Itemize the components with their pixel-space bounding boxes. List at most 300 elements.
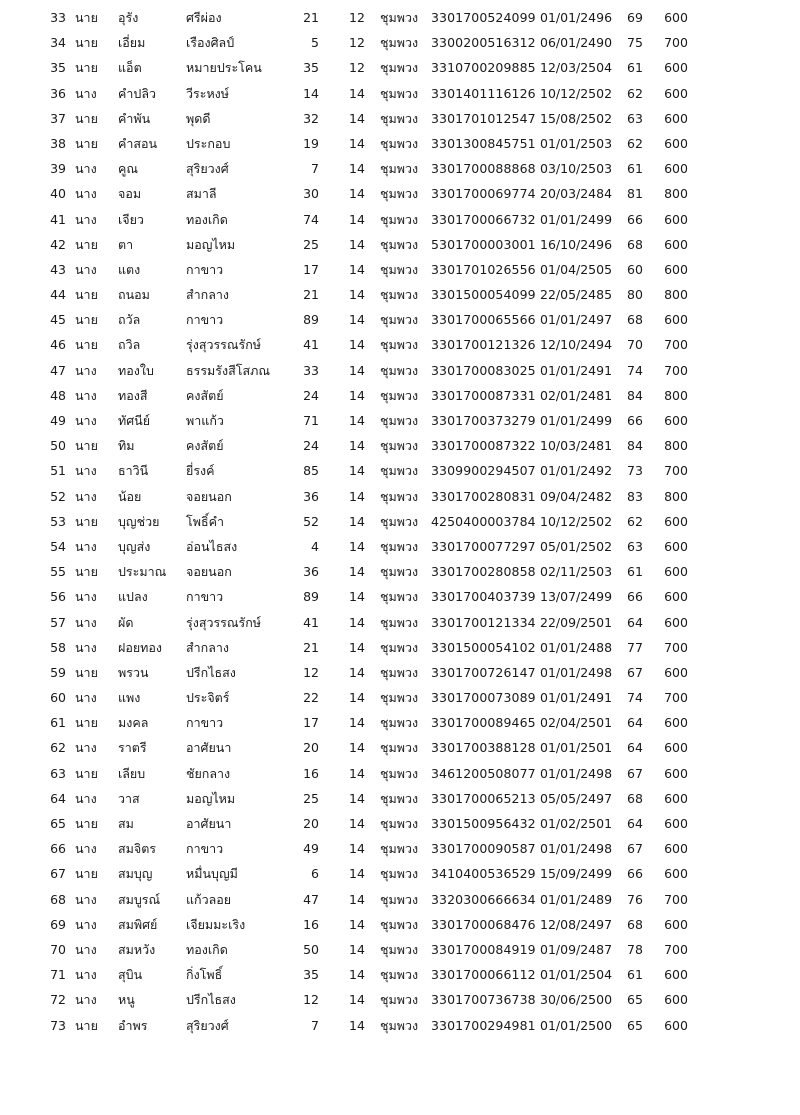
first-name: ถวัล (118, 312, 141, 328)
allowance-amount: 600 (664, 614, 688, 630)
title-prefix: นาย (75, 110, 98, 126)
table-row (0, 458, 800, 483)
last-name: จอยนอก (186, 488, 232, 504)
title-prefix: นาง (75, 740, 97, 756)
birth-date: 05/05/2497 (540, 790, 613, 806)
moo-number: 14 (349, 992, 365, 1008)
title-prefix: นาง (75, 967, 97, 983)
citizen-id: 3301700087331 (431, 387, 536, 403)
table-row (0, 912, 800, 937)
row-number: 69 (50, 916, 66, 932)
village-name: ชุมพวง (380, 841, 419, 857)
row-number: 63 (50, 765, 66, 781)
birth-date: 01/09/2487 (540, 941, 613, 957)
village-name: ชุมพวง (380, 110, 419, 126)
house-number: 16 (303, 916, 319, 932)
last-name: กาขาว (186, 841, 224, 857)
age: 73 (627, 463, 643, 479)
village-name: ชุมพวง (380, 589, 419, 605)
moo-number: 12 (349, 35, 365, 51)
birth-date: 01/01/2498 (540, 841, 613, 857)
last-name: กาขาว (186, 312, 224, 328)
age: 65 (627, 992, 643, 1008)
birth-date: 01/01/2499 (540, 413, 613, 428)
title-prefix: นาง (75, 161, 97, 177)
first-name: คำพัน (118, 110, 151, 126)
table-row (0, 5, 800, 30)
allowance-amount: 800 (664, 488, 688, 504)
title-prefix: นาง (75, 841, 97, 857)
house-number: 36 (303, 564, 319, 580)
table-row (0, 735, 800, 760)
house-number: 4 (311, 538, 319, 554)
first-name: ทองสี (118, 387, 148, 403)
age: 66 (627, 413, 643, 428)
citizen-id: 3301700065213 (431, 790, 536, 806)
house-number: 49 (303, 841, 319, 857)
moo-number: 14 (349, 816, 365, 831)
age: 61 (627, 967, 643, 983)
last-name: ประจิตร์ (186, 690, 230, 706)
table-row (0, 610, 800, 635)
house-number: 89 (303, 589, 319, 605)
citizen-id: 3301700066732 (431, 211, 536, 227)
moo-number: 14 (349, 790, 365, 806)
allowance-amount: 800 (664, 287, 688, 303)
village-name: ชุมพวง (380, 85, 419, 101)
row-number: 53 (50, 513, 66, 529)
title-prefix: นาย (75, 513, 98, 529)
birth-date: 01/01/2497 (540, 312, 613, 328)
house-number: 7 (311, 1017, 319, 1033)
age: 62 (627, 85, 643, 101)
citizen-id: 3461200508077 (431, 765, 536, 781)
row-number: 40 (50, 186, 66, 202)
age: 76 (627, 891, 643, 907)
last-name: จอยนอก (186, 564, 232, 580)
citizen-id: 3301700294981 (431, 1017, 536, 1033)
first-name: สมพิศย์ (118, 916, 158, 932)
last-name: กิ่งโพธิ์ (186, 967, 223, 983)
last-name: ยี่รงค์ (186, 463, 215, 479)
title-prefix: นาง (75, 413, 97, 428)
birth-date: 10/12/2502 (540, 85, 613, 101)
allowance-amount: 600 (664, 589, 688, 605)
village-name: ชุมพวง (380, 261, 419, 277)
age: 61 (627, 60, 643, 76)
citizen-id: 3301700083025 (431, 362, 536, 378)
house-number: 32 (303, 110, 319, 126)
village-name: ชุมพวง (380, 866, 419, 882)
last-name: มอญไหม (186, 790, 236, 806)
citizen-id: 3301700524099 (431, 10, 536, 25)
house-number: 35 (303, 967, 319, 983)
moo-number: 14 (349, 765, 365, 781)
village-name: ชุมพวง (380, 765, 419, 781)
village-name: ชุมพวง (380, 740, 419, 756)
last-name: วีระหงษ์ (186, 85, 230, 101)
moo-number: 14 (349, 841, 365, 857)
last-name: ปรีกไธสง (186, 664, 236, 680)
title-prefix: นาง (75, 362, 97, 378)
last-name: อาศัยนา (186, 816, 232, 831)
birth-date: 12/08/2497 (540, 916, 613, 932)
birth-date: 09/04/2482 (540, 488, 613, 504)
birth-date: 02/11/2503 (540, 564, 613, 580)
age: 68 (627, 916, 643, 932)
last-name: ทองเกิด (186, 941, 228, 957)
title-prefix: นาย (75, 236, 98, 252)
age: 75 (627, 35, 643, 51)
table-row (0, 559, 800, 584)
table-row (0, 811, 800, 836)
village-name: ชุมพวง (380, 236, 419, 252)
house-number: 5 (311, 35, 319, 51)
village-name: ชุมพวง (380, 135, 419, 151)
row-number: 38 (50, 135, 66, 151)
house-number: 41 (303, 614, 319, 630)
citizen-id: 3301500054102 (431, 639, 536, 655)
village-name: ชุมพวง (380, 186, 419, 202)
row-number: 70 (50, 941, 66, 957)
citizen-id: 3301700403739 (431, 589, 536, 605)
village-name: ชุมพวง (380, 916, 419, 932)
title-prefix: นาย (75, 715, 98, 731)
last-name: คงสัตย์ (186, 438, 224, 454)
row-number: 73 (50, 1017, 66, 1033)
birth-date: 15/08/2502 (540, 110, 613, 126)
first-name: สมจิตร (118, 841, 157, 857)
first-name: บุญช่วย (118, 513, 160, 529)
allowance-amount: 600 (664, 10, 688, 25)
age: 65 (627, 1017, 643, 1033)
age: 84 (627, 438, 643, 454)
house-number: 50 (303, 941, 319, 957)
birth-date: 01/01/2498 (540, 664, 613, 680)
village-name: ชุมพวง (380, 362, 419, 378)
village-name: ชุมพวง (380, 312, 419, 328)
table-row (0, 106, 800, 131)
birth-date: 01/02/2501 (540, 816, 613, 831)
first-name: เอี่ยม (118, 35, 146, 51)
allowance-amount: 700 (664, 337, 688, 353)
row-number: 36 (50, 85, 66, 101)
row-number: 59 (50, 664, 66, 680)
moo-number: 14 (349, 261, 365, 277)
village-name: ชุมพวง (380, 690, 419, 706)
last-name: กาขาว (186, 589, 224, 605)
first-name: แตง (118, 261, 141, 277)
age: 70 (627, 337, 643, 353)
title-prefix: นาย (75, 287, 98, 303)
allowance-amount: 800 (664, 186, 688, 202)
table-row (0, 156, 800, 181)
village-name: ชุมพวง (380, 564, 419, 580)
village-name: ชุมพวง (380, 639, 419, 655)
table-row (0, 358, 800, 383)
village-name: ชุมพวง (380, 664, 419, 680)
first-name: จอม (118, 186, 142, 202)
citizen-id: 3301700090587 (431, 841, 536, 857)
row-number: 61 (50, 715, 66, 731)
row-number: 37 (50, 110, 66, 126)
moo-number: 14 (349, 211, 365, 227)
birth-date: 01/01/2491 (540, 690, 613, 706)
table-row (0, 710, 800, 735)
last-name: ศรีผ่อง (186, 10, 222, 25)
age: 84 (627, 387, 643, 403)
first-name: แปลง (118, 589, 148, 605)
village-name: ชุมพวง (380, 287, 419, 303)
birth-date: 05/01/2502 (540, 538, 613, 554)
allowance-amount: 600 (664, 236, 688, 252)
birth-date: 01/01/2489 (540, 891, 613, 907)
last-name: พาแก้ว (186, 413, 224, 428)
village-name: ชุมพวง (380, 413, 419, 428)
birth-date: 01/04/2505 (540, 261, 613, 277)
table-row (0, 383, 800, 408)
house-number: 52 (303, 513, 319, 529)
last-name: รุ่งสุวรรณรักษ์ (186, 337, 262, 353)
first-name: สุบิน (118, 967, 143, 983)
moo-number: 14 (349, 1017, 365, 1033)
title-prefix: นาง (75, 992, 97, 1008)
moo-number: 14 (349, 413, 365, 428)
row-number: 42 (50, 236, 66, 252)
title-prefix: นาย (75, 337, 98, 353)
birth-date: 01/01/2501 (540, 740, 613, 756)
village-name: ชุมพวง (380, 941, 419, 957)
age: 67 (627, 664, 643, 680)
row-number: 49 (50, 413, 66, 428)
title-prefix: นาย (75, 816, 98, 831)
last-name: กาขาว (186, 261, 224, 277)
house-number: 14 (303, 85, 319, 101)
row-number: 33 (50, 10, 66, 25)
birth-date: 10/12/2502 (540, 513, 613, 529)
moo-number: 14 (349, 916, 365, 932)
birth-date: 01/01/2492 (540, 463, 613, 479)
row-number: 60 (50, 690, 66, 706)
village-name: ชุมพวง (380, 816, 419, 831)
elderly-allowance-table (0, 5, 800, 1038)
house-number: 19 (303, 135, 319, 151)
village-name: ชุมพวง (380, 614, 419, 630)
last-name: พุดดี (186, 110, 211, 126)
row-number: 35 (50, 60, 66, 76)
moo-number: 14 (349, 135, 365, 151)
last-name: อ่อนไธสง (186, 538, 238, 554)
table-row (0, 887, 800, 912)
age: 67 (627, 841, 643, 857)
birth-date: 30/06/2500 (540, 992, 613, 1008)
table-row (0, 282, 800, 307)
allowance-amount: 700 (664, 690, 688, 706)
allowance-amount: 600 (664, 740, 688, 756)
title-prefix: นาง (75, 186, 97, 202)
last-name: ธรรมรังสีโสภณ (186, 362, 270, 378)
title-prefix: นาง (75, 639, 97, 655)
citizen-id: 3301300845751 (431, 135, 536, 151)
house-number: 21 (303, 287, 319, 303)
village-name: ชุมพวง (380, 967, 419, 983)
house-number: 16 (303, 765, 319, 781)
age: 61 (627, 161, 643, 177)
first-name: คูณ (118, 161, 138, 177)
house-number: 89 (303, 312, 319, 328)
first-name: สมบุญ (118, 866, 153, 882)
allowance-amount: 600 (664, 1017, 688, 1033)
row-number: 56 (50, 589, 66, 605)
first-name: ผัด (118, 614, 134, 630)
village-name: ชุมพวง (380, 463, 419, 479)
first-name: แอ็ต (118, 60, 142, 76)
first-name: สมบูรณ์ (118, 891, 161, 907)
house-number: 7 (311, 161, 319, 177)
village-name: ชุมพวง (380, 891, 419, 907)
row-number: 43 (50, 261, 66, 277)
house-number: 74 (303, 211, 319, 227)
last-name: ทองเกิด (186, 211, 228, 227)
village-name: ชุมพวง (380, 60, 419, 76)
first-name: คำปลิว (118, 85, 156, 101)
first-name: เจียว (118, 211, 144, 227)
allowance-amount: 600 (664, 715, 688, 731)
birth-date: 01/01/2498 (540, 765, 613, 781)
citizen-id: 3301700280858 (431, 564, 536, 580)
age: 68 (627, 790, 643, 806)
citizen-id: 3301700066112 (431, 967, 536, 983)
table-row (0, 685, 800, 710)
moo-number: 14 (349, 740, 365, 756)
age: 83 (627, 488, 643, 504)
first-name: สม (118, 816, 134, 831)
allowance-amount: 600 (664, 85, 688, 101)
age: 67 (627, 765, 643, 781)
title-prefix: นาง (75, 690, 97, 706)
table-row (0, 55, 800, 80)
allowance-amount: 600 (664, 916, 688, 932)
row-number: 64 (50, 790, 66, 806)
row-number: 44 (50, 287, 66, 303)
moo-number: 12 (349, 60, 365, 76)
table-row (0, 534, 800, 559)
last-name: ประกอบ (186, 135, 231, 151)
citizen-id: 3301700089465 (431, 715, 536, 731)
moo-number: 14 (349, 589, 365, 605)
citizen-id: 3410400536529 (431, 866, 536, 882)
last-name: กาขาว (186, 715, 224, 731)
row-number: 48 (50, 387, 66, 403)
row-number: 47 (50, 362, 66, 378)
citizen-id: 3301700726147 (431, 664, 536, 680)
table-row (0, 1013, 800, 1038)
last-name: โพธิ์คำ (186, 513, 224, 529)
birth-date: 03/10/2503 (540, 161, 613, 177)
moo-number: 14 (349, 513, 365, 529)
age: 74 (627, 690, 643, 706)
title-prefix: นาย (75, 866, 98, 882)
village-name: ชุมพวง (380, 790, 419, 806)
house-number: 17 (303, 715, 319, 731)
age: 78 (627, 941, 643, 957)
house-number: 47 (303, 891, 319, 907)
house-number: 41 (303, 337, 319, 353)
citizen-id: 3301700736738 (431, 992, 536, 1008)
moo-number: 14 (349, 967, 365, 983)
moo-number: 14 (349, 387, 365, 403)
moo-number: 14 (349, 538, 365, 554)
first-name: อำพร (118, 1017, 148, 1033)
citizen-id: 3301500956432 (431, 816, 536, 831)
citizen-id: 3301700069774 (431, 186, 536, 202)
table-row (0, 962, 800, 987)
title-prefix: นาย (75, 312, 98, 328)
moo-number: 14 (349, 488, 365, 504)
title-prefix: นาย (75, 135, 98, 151)
last-name: ปรีกไธสง (186, 992, 236, 1008)
allowance-amount: 600 (664, 60, 688, 76)
house-number: 25 (303, 790, 319, 806)
village-name: ชุมพวง (380, 992, 419, 1008)
row-number: 55 (50, 564, 66, 580)
row-number: 66 (50, 841, 66, 857)
first-name: เลียบ (118, 765, 146, 781)
citizen-id: 3300200516312 (431, 35, 536, 51)
birth-date: 01/01/2491 (540, 362, 613, 378)
row-number: 62 (50, 740, 66, 756)
house-number: 25 (303, 236, 319, 252)
table-row (0, 433, 800, 458)
title-prefix: นาง (75, 941, 97, 957)
moo-number: 14 (349, 664, 365, 680)
last-name: สุริยวงศ์ (186, 161, 229, 177)
title-prefix: นาย (75, 60, 98, 76)
table-row (0, 836, 800, 861)
allowance-amount: 700 (664, 891, 688, 907)
last-name: ชัยกลาง (186, 765, 231, 781)
last-name: แก้วลอย (186, 891, 232, 907)
moo-number: 14 (349, 85, 365, 101)
citizen-id: 3301700073089 (431, 690, 536, 706)
table-row (0, 987, 800, 1012)
row-number: 52 (50, 488, 66, 504)
allowance-amount: 700 (664, 941, 688, 957)
citizen-id: 3301700121334 (431, 614, 536, 630)
allowance-amount: 600 (664, 211, 688, 227)
birth-date: 02/01/2481 (540, 387, 613, 403)
allowance-amount: 600 (664, 866, 688, 882)
row-number: 34 (50, 35, 66, 51)
house-number: 6 (311, 866, 319, 882)
first-name: วาส (118, 790, 140, 806)
last-name: สำกลาง (186, 639, 229, 655)
allowance-amount: 700 (664, 639, 688, 655)
house-number: 33 (303, 362, 319, 378)
house-number: 22 (303, 690, 319, 706)
title-prefix: นาง (75, 891, 97, 907)
citizen-id: 3301700084919 (431, 941, 536, 957)
first-name: ทิม (118, 438, 135, 454)
row-number: 51 (50, 463, 66, 479)
allowance-amount: 600 (664, 538, 688, 554)
title-prefix: นาย (75, 438, 98, 454)
table-row (0, 937, 800, 962)
moo-number: 14 (349, 110, 365, 126)
title-prefix: นาย (75, 765, 98, 781)
first-name: ถวิล (118, 337, 141, 353)
moo-number: 14 (349, 614, 365, 630)
